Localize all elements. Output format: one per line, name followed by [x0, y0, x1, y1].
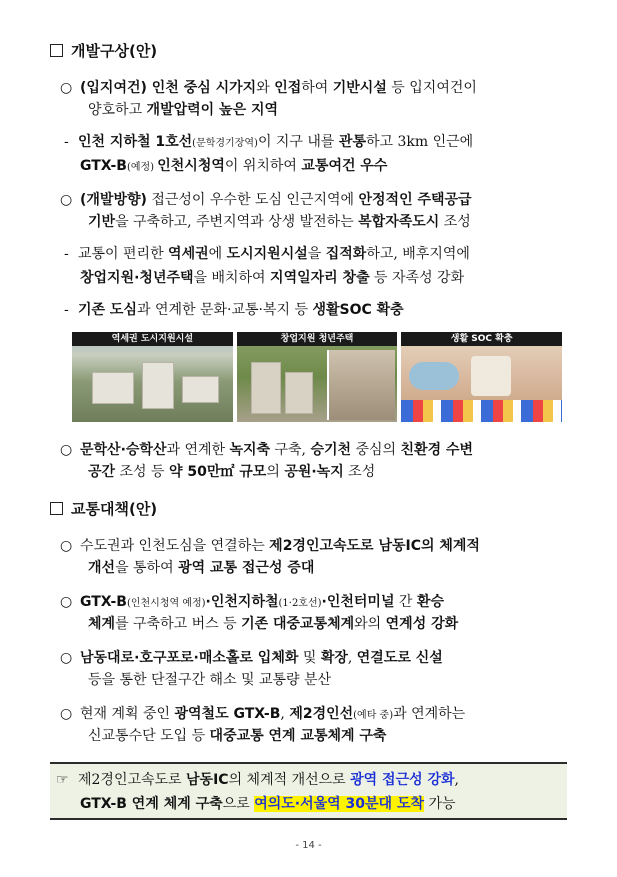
sub-soc-line1 [64, 300, 404, 320]
text-segment: 가능 [424, 796, 456, 812]
text-segment: 창업지원·청년주택 [80, 270, 194, 286]
text-segment: 공간 [88, 464, 116, 480]
text-segment: 이 위치하여 [224, 158, 302, 174]
circle-bullet-icon: ○ [60, 192, 73, 208]
text-segment: 과 연계한 [166, 442, 230, 458]
bullet-rail-line2 [88, 726, 386, 746]
callout-line2 [80, 794, 456, 814]
photo-caption: 창업지원 청년주택 [237, 332, 398, 346]
text-segment: 기반 [88, 214, 116, 230]
text-segment: 대중교통 연계 교통체계 구축 [209, 728, 387, 744]
text-segment: 의 체계적 개선으로 [228, 772, 351, 788]
text-segment: 광역 교통 접근성 증대 [178, 560, 315, 576]
text-segment: 조성 [439, 214, 471, 230]
text-segment: 및 [298, 650, 321, 666]
section-heading-development-plan [50, 40, 157, 61]
text-segment: 과 연계하는 [393, 706, 466, 722]
text-segment: GTX-B [80, 594, 127, 610]
photo-station-area [72, 332, 233, 422]
bullet-ic-line2 [88, 558, 314, 578]
text-segment: (입지여건) [80, 80, 147, 96]
text-segment: 문학산·승학산 [80, 442, 167, 458]
interior-image [327, 350, 395, 420]
text-segment: 하고 3km 인근에 [365, 134, 474, 150]
text-segment: 승기천 [310, 442, 352, 458]
text-segment: 기반시설 [332, 80, 387, 96]
building-shape [285, 372, 313, 414]
photo-caption: 역세권 도시지원시설 [72, 332, 233, 346]
bullet-green-line1 [60, 440, 473, 460]
text-segment: 친환경 수변 [400, 442, 474, 458]
text-segment: 녹지축 [229, 442, 271, 458]
text-segment: 현재 계획 중인 [80, 706, 175, 722]
building-shape [251, 362, 281, 414]
text-segment: 개발압력이 높은 지역 [146, 102, 279, 118]
bullet-direction-line1 [60, 190, 472, 210]
text-segment: 등 자족성 강화 [369, 270, 465, 286]
text-segment: 등 입지여건이 [386, 80, 477, 96]
text-segment: 인천 지하철 1호선 [78, 134, 193, 150]
building-shape [182, 376, 219, 403]
text-segment: 확장 [320, 650, 348, 666]
text-segment: 교통이 편리한 [78, 246, 169, 262]
highlighted-text: 여의도·서울역 30분대 도착 [254, 796, 424, 812]
text-segment: 와의 [354, 616, 386, 632]
text-segment: 관통 [338, 134, 366, 150]
circle-bullet-icon: ○ [60, 538, 73, 554]
text-segment: 제2경인고속도로 남동IC의 체계적 [269, 538, 480, 554]
circle-bullet-icon: ○ [60, 442, 73, 458]
text-segment: 도시지원시설 [226, 246, 308, 262]
text-segment: , [454, 772, 459, 788]
page-number: - 14 - [295, 840, 322, 851]
text-segment: 인천 중심 시가지 [146, 80, 257, 96]
sub-subway-line1 [64, 132, 473, 154]
text-segment: 생활SOC 확충 [312, 302, 404, 318]
text-segment: 기존 도심 [78, 302, 137, 318]
bullet-location-line2 [88, 100, 278, 120]
bullet-green-line2 [88, 462, 375, 482]
photo-youth-housing [237, 332, 398, 422]
text-segment: 집적화 [325, 246, 367, 262]
text-segment: 조성 [343, 464, 376, 480]
text-segment: 를 구축하고 버스 등 [115, 616, 242, 632]
text-segment: 간 [394, 594, 417, 610]
text-segment: 으로 [222, 796, 255, 812]
text-segment: (인천시청역 예정) [126, 598, 206, 609]
text-segment: (1·2호선) [278, 598, 322, 609]
bullet-location-line1 [60, 78, 477, 98]
text-segment: 체계 [88, 616, 116, 632]
bullet-roads-line2 [88, 670, 331, 690]
circle-bullet-icon: ○ [60, 594, 73, 610]
interior-shape [471, 356, 511, 396]
text-segment: 중심의 [351, 442, 401, 458]
text-segment: 신교통수단 도입 등 [88, 728, 210, 744]
text-segment: 인천지하철 [210, 594, 279, 610]
text-segment: (문학경기장역) [192, 138, 258, 149]
text-segment: 의 [266, 464, 285, 480]
text-segment: 하고, 배후지역에 [366, 246, 470, 262]
text-segment: 하여 [301, 80, 333, 96]
text-segment: 인천시청역 [157, 158, 225, 174]
reference-photos-strip [72, 332, 562, 422]
text-segment: 수도권과 인천도심을 연결하는 [80, 538, 270, 554]
circle-bullet-icon: ○ [60, 706, 73, 722]
bullet-transfer-line1 [60, 592, 444, 614]
bullet-direction-line2 [88, 212, 471, 232]
text-segment: , [347, 650, 357, 666]
text-segment: 제2경인선 [289, 706, 354, 722]
slide-shape [409, 362, 459, 390]
text-segment: · [205, 594, 211, 610]
text-segment: 제2경인고속도로 [78, 772, 187, 788]
books-row [401, 400, 562, 422]
checkbox-square-icon [50, 502, 63, 515]
section-title: 교통대책(안) [71, 500, 158, 518]
circle-bullet-icon: ○ [60, 80, 73, 96]
section-heading-transport-plan [50, 498, 157, 519]
text-segment: (예정) [126, 162, 158, 173]
text-segment: (개발방향) [80, 192, 147, 208]
callout-line1 [56, 770, 459, 790]
text-segment: 역세권 [168, 246, 209, 262]
text-segment: 이 지구 내를 [257, 134, 339, 150]
text-segment: 남동대로·호구포로·매소홀로 입체화 [80, 650, 299, 666]
text-segment: 복합자족도시 [358, 214, 440, 230]
bullet-roads-line1 [60, 648, 443, 668]
text-segment: 연결도로 신설 [356, 650, 443, 666]
text-segment: 접근성이 우수한 도심 인근지역에 [146, 192, 359, 208]
text-segment: 개선 [88, 560, 116, 576]
photo-living-soc [401, 332, 562, 422]
text-segment: 을 배치하여 [193, 270, 271, 286]
text-segment: GTX-B 연계 체계 구축 [80, 796, 223, 812]
summary-callout-box [50, 762, 567, 820]
dash-marker: - [64, 134, 69, 150]
text-segment: 을 통하여 [115, 560, 179, 576]
text-segment: 안정적인 주택공급 [358, 192, 472, 208]
text-segment: 구축, [270, 442, 311, 458]
text-segment: 공원·녹지 [284, 464, 344, 480]
text-segment: 기존 대중교통체계 [241, 616, 355, 632]
text-segment: 광역철도 GTX-B [174, 706, 281, 722]
pointing-hand-icon: ☞ [56, 772, 69, 788]
photo-caption: 생활 SOC 확충 [401, 332, 562, 346]
text-segment: 교통여건 우수 [301, 158, 388, 174]
text-segment: 인천터미널 [326, 594, 395, 610]
bullet-transfer-line2 [88, 614, 458, 634]
text-segment: 인접 [274, 80, 302, 96]
sub-station-area-line2 [80, 268, 464, 288]
text-segment: 연계성 강화 [385, 616, 459, 632]
text-segment: 환승 [416, 594, 444, 610]
sub-station-area-line1 [64, 244, 470, 264]
checkbox-square-icon [50, 44, 63, 57]
text-segment: 와 [256, 80, 275, 96]
text-segment: 에 [208, 246, 227, 262]
text-segment: , [280, 706, 290, 722]
sub-subway-line2 [80, 156, 387, 178]
circle-bullet-icon: ○ [60, 650, 73, 666]
bullet-ic-line1 [60, 536, 480, 556]
highlighted-text: 광역 접근성 강화 [350, 772, 455, 788]
text-segment: 등을 통한 단절구간 해소 및 교통량 분산 [88, 672, 332, 688]
text-segment: 을 [307, 246, 326, 262]
building-shape [92, 372, 134, 404]
building-shape [142, 362, 174, 409]
text-segment: · [321, 594, 327, 610]
text-segment: GTX-B [80, 158, 127, 174]
text-segment: (예타 중) [353, 710, 394, 721]
text-segment: 을 구축하고, 주변지역과 상생 발전하는 [115, 214, 359, 230]
text-segment: 남동IC [186, 772, 229, 788]
text-segment: 과 연계한 문화·교통·복지 등 [136, 302, 313, 318]
dash-marker: - [64, 246, 69, 262]
text-segment: 약 50만㎡ 규모 [169, 464, 267, 480]
text-segment: 양호하고 [88, 102, 147, 118]
section-title: 개발구상(안) [71, 42, 158, 60]
bullet-rail-line1 [60, 704, 465, 726]
text-segment: 지역일자리 창출 [270, 270, 370, 286]
dash-marker: - [64, 302, 69, 318]
text-segment: 조성 등 [115, 464, 169, 480]
